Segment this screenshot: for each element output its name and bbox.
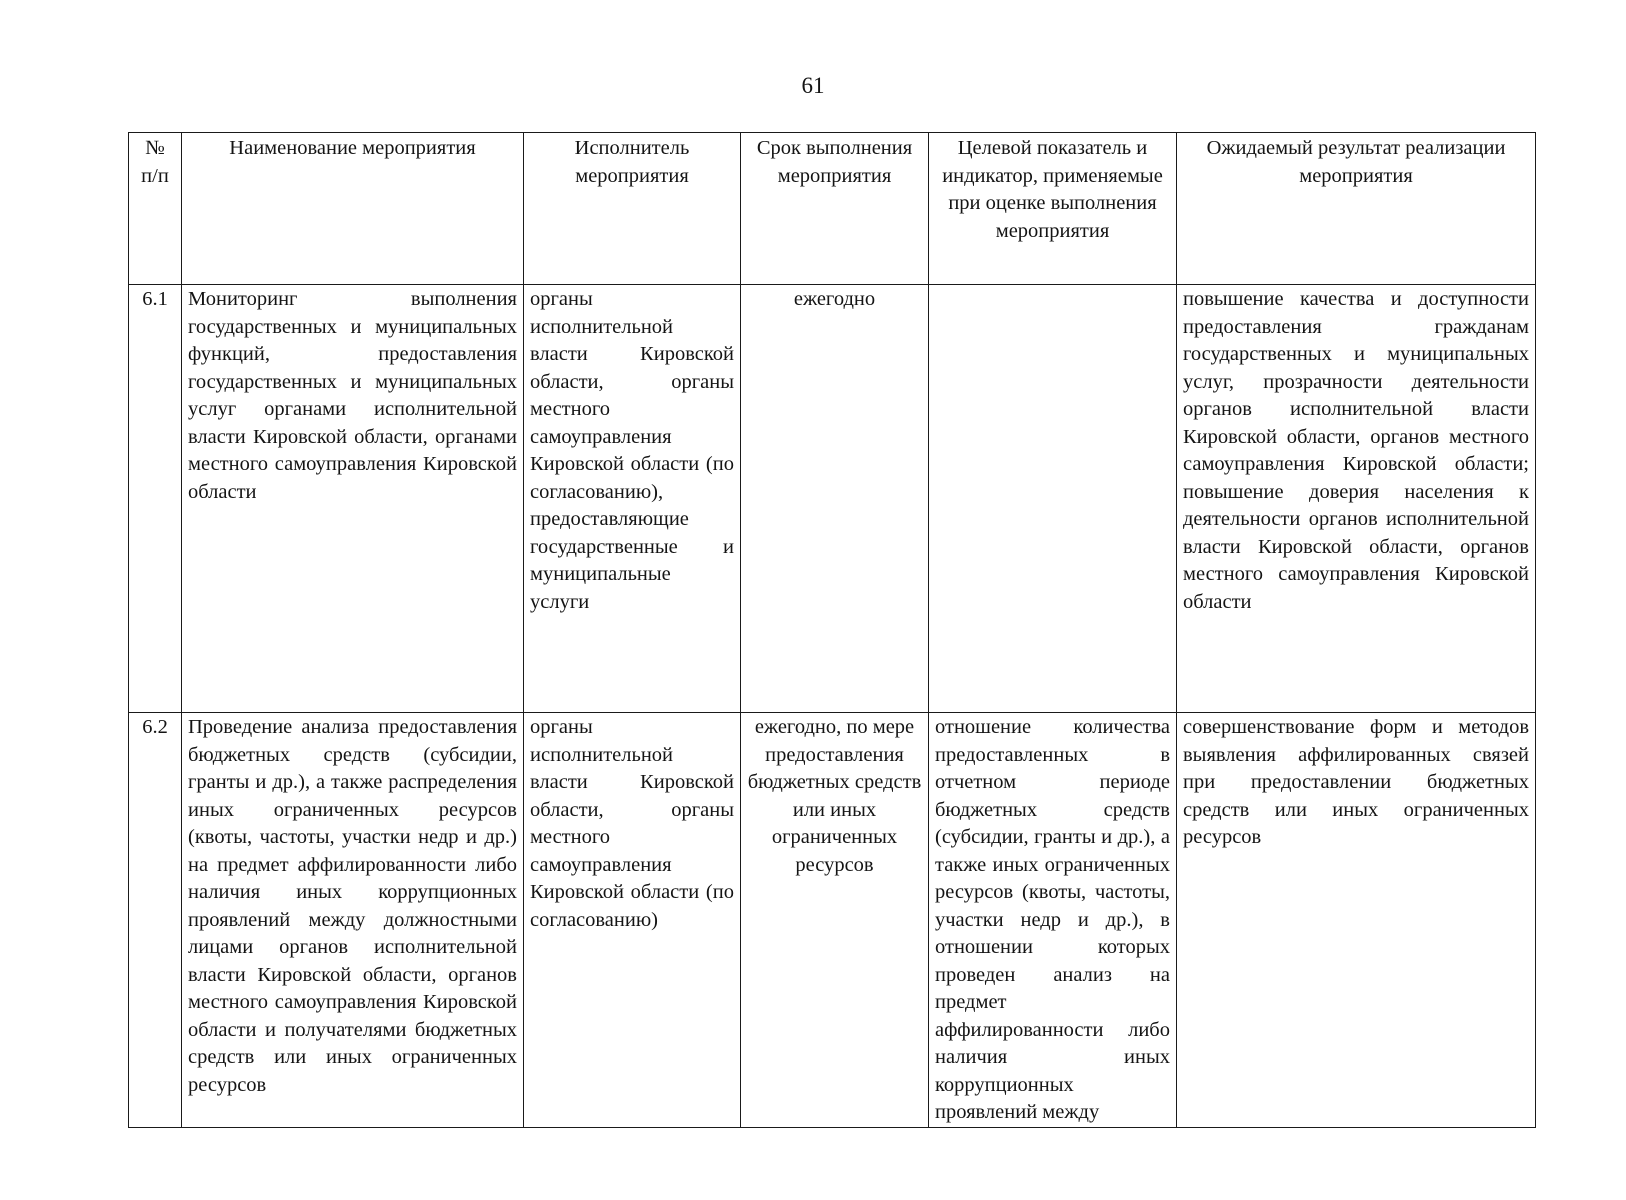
row-6-1-num [129,285,182,713]
page-number: 61 [801,73,825,98]
header-result [1177,133,1536,285]
row-6-1-result [1177,285,1536,713]
row-deadline-text: ежегодно, по мере предоставления бюджетных средств или иных ограниченных ресурсов [747,716,922,876]
table-row [129,285,1536,713]
row-6-1-executor [524,285,741,713]
header-indicator-text: Целевой показатель и индикатор, применяемые при оценке выполнения мероприятия [942,137,1163,242]
header-num-text: № п/п [141,137,169,187]
header-num [129,133,182,285]
row-name-text: Проведение анализа предоставления бюджетных средств (субсидии, гранты и др.), а также распределения иных ограниченных ресурсов (квоты, частоты, участки недр и др.) на предмет аффилированности либо наличия иных коррупционных проявлений между должностными лицами органов исполнительной власти Кировской области, органов местного самоуправления Кировской области и получателями бюджетных средств или иных ограниченных ресурсов [188,716,517,1096]
header-name-text: Наименование мероприятия [229,137,476,159]
row-6-2-indicator [929,713,1177,1128]
header-deadline-text: Срок выполнения мероприятия [756,137,913,187]
table-row [129,713,1536,1128]
row-num-text: 6.1 [142,288,168,310]
row-6-1-deadline [741,285,929,713]
row-indicator-text: отношение количества предоставленных в отчетном периоде бюджетных средств (субсидии, гранты и др.), а также иных ограниченных ресурсов (квоты, частоты, участки недр и др.), в отношении которых проведен анализ на предмет аффилированности либо наличия иных коррупционных проявлений между [935,716,1170,1123]
row-executor-text: органы исполнительной власти Кировской области, органы местного самоуправления Кировской области (по согласованию) [530,716,734,931]
table-header-row [129,133,1536,285]
row-6-2-result [1177,713,1536,1128]
header-name [182,133,524,285]
row-6-2-num [129,713,182,1128]
row-deadline-text: ежегодно [793,288,876,310]
row-6-2-executor [524,713,741,1128]
row-executor-text: органы исполнительной власти Кировской области, органы местного самоуправления Кировской области (по согласованию), предоставляющие государственные и муниципальные услуги [530,288,734,613]
row-num-text: 6.2 [142,716,168,738]
row-6-2-deadline [741,713,929,1128]
header-indicator [929,133,1177,285]
header-executor [524,133,741,285]
row-6-2-name [182,713,524,1128]
row-6-1-name [182,285,524,713]
header-result-text: Ожидаемый результат реализации мероприятия [1206,137,1506,187]
measures-table [128,132,1536,1128]
row-result-text: повышение качества и доступности предоставления гражданам государственных и муниципальных услуг, прозрачности деятельности органов исполнительной власти Кировской области, органов местного самоуправления Кировской области; повышение доверия населения к деятельности органов исполнительной власти Кировской области, органов местного самоуправления Кировской области [1183,288,1529,613]
header-executor-text: Исполнитель мероприятия [574,137,690,187]
row-name-text: Мониторинг выполнения государственных и муниципальных функций, предоставления государственных и муниципальных услуг органами исполнительной власти Кировской области, органами местного самоуправления Кировской области [188,288,517,503]
header-deadline [741,133,929,285]
row-6-1-indicator [929,285,1177,713]
row-result-text: совершенствование форм и методов выявления аффилированных связей при предоставлении бюджетных средств или иных ограниченных ресурсов [1183,716,1529,848]
